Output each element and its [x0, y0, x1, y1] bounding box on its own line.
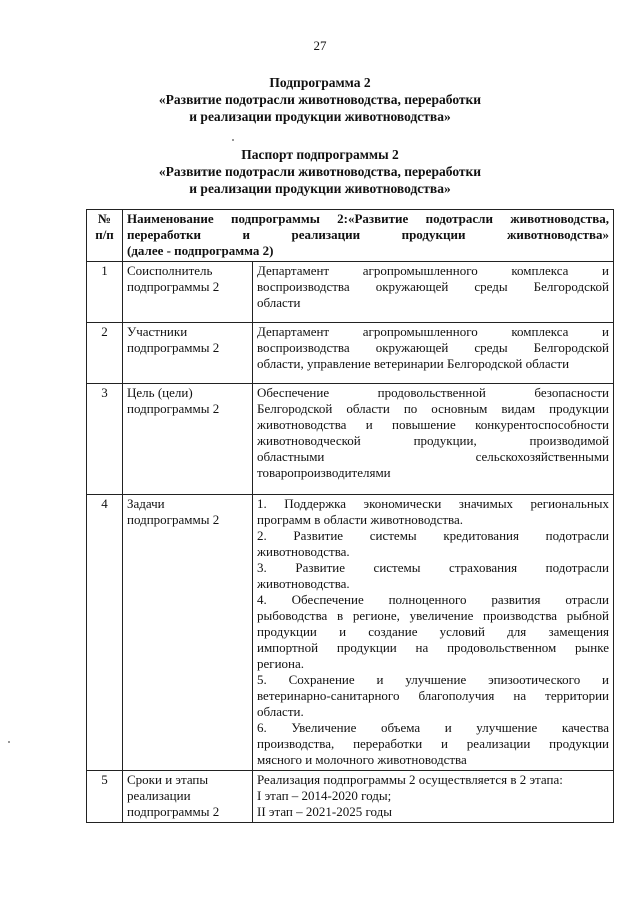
- row-content-line: Департамент агропромышленного комплекса и: [257, 324, 610, 339]
- row-content-line: животноводства.: [257, 576, 350, 591]
- row-content-line: животноводческой продукции, производимой: [257, 433, 610, 448]
- row-label: Участники подпрограммы 2: [123, 323, 253, 384]
- row-content-line: области: [257, 295, 301, 310]
- row-content-line: II этап – 2021-2025 годы: [257, 804, 392, 819]
- subprogram-heading-line-2: «Развитие подотрасли животноводства, переработки: [158, 92, 482, 107]
- row-content-line: 3. Развитие системы страхования подотрасли: [257, 560, 610, 575]
- table-row: [87, 495, 614, 771]
- header-title-cell: [123, 210, 614, 262]
- row-number: 3: [87, 384, 123, 495]
- passport-heading-line-1: Паспорт подпрограммы 2: [241, 147, 399, 162]
- passport-heading-line-3: и реализации продукции животноводства»: [189, 181, 451, 196]
- row-content-line: Департамент агропромышленного комплекса и: [257, 263, 610, 278]
- table-row: [87, 384, 614, 495]
- row-content-line: импортной продукции на продовольственном рынке: [257, 640, 610, 655]
- row-content-line: I этап – 2014-2020 годы;: [257, 788, 392, 803]
- table-header-row: [87, 210, 614, 262]
- passport-heading: [0, 146, 640, 197]
- row-content-line: 5. Сохранение и улучшение эпизоотического и: [257, 672, 610, 687]
- row-content-line: 4. Обеспечение полноценного развития отрасли: [257, 592, 610, 607]
- header-title-line-1: Наименование подпрограммы 2:«Развитие подотрасли животноводства,: [127, 211, 610, 226]
- subprogram-heading-line-3: и реализации продукции животноводства»: [189, 109, 451, 124]
- row-content-line: 6. Увеличение объема и улучшение качества: [257, 720, 610, 735]
- row-content: [253, 384, 614, 495]
- row-content-line: товаропроизводителями: [257, 465, 391, 480]
- row-content-line: областными сельскохозяйственными: [257, 449, 610, 464]
- row-content-line: Обеспечение продовольственной безопасности: [257, 385, 610, 400]
- header-title-line-2: переработки и реализации продукции животноводства»: [127, 227, 610, 242]
- row-number: 4: [87, 495, 123, 771]
- row-content-line: области.: [257, 704, 304, 719]
- row-number: 2: [87, 323, 123, 384]
- table-row: [87, 262, 614, 323]
- row-label: Сроки и этапы реализации подпрограммы 2: [123, 771, 253, 823]
- row-number: 1: [87, 262, 123, 323]
- row-content-line: воспроизводства окружающей среды Белгородской: [257, 340, 610, 355]
- scan-speck: [8, 741, 10, 743]
- page-number: 27: [313, 38, 327, 53]
- subprogram-heading-line-1: Подпрограмма 2: [269, 75, 371, 90]
- row-content-line: 2. Развитие системы кредитования подотрасли: [257, 528, 610, 543]
- row-content-line: Белгородской области по основным видам продукции: [257, 401, 610, 416]
- row-content-line: животноводства и повышение конкурентоспособности: [257, 417, 610, 432]
- row-content-line: области, управление ветеринарии Белгородской области: [257, 356, 570, 371]
- row-content-line: ветеринарно-санитарного благополучия на территории: [257, 688, 610, 703]
- row-label: Цель (цели) подпрограммы 2: [123, 384, 253, 495]
- row-content-line: 1. Поддержка экономически значимых региональных: [257, 496, 610, 511]
- row-content: [253, 323, 614, 384]
- subprogram-heading: [0, 74, 640, 125]
- row-label: Задачи подпрограммы 2: [123, 495, 253, 771]
- row-content-line: воспроизводства окружающей среды Белгородской: [257, 279, 610, 294]
- row-content-line: программ в области животноводства.: [257, 512, 464, 527]
- row-content-line: Реализация подпрограммы 2 осуществляется в 2 этапа:: [257, 772, 563, 787]
- row-content: [253, 495, 614, 771]
- table-row: [87, 323, 614, 384]
- row-content-line: мясного и молочного животноводства: [257, 752, 467, 767]
- row-content-line: производства, переработки и реализации продукции: [257, 736, 610, 751]
- row-content-line: региона.: [257, 656, 305, 671]
- row-content-line: рыбоводства в регионе, увеличение производства рыбной: [257, 608, 610, 623]
- row-content: [253, 771, 614, 823]
- header-number-cell: [87, 210, 123, 262]
- row-label: Соисполнитель подпрограммы 2: [123, 262, 253, 323]
- row-content-line: продукции и создание условий для замещения: [257, 624, 610, 639]
- header-title-line-3: (далее - подпрограмма 2): [127, 243, 274, 258]
- header-number-label: № п/п: [95, 211, 114, 242]
- row-content-line: животноводства.: [257, 544, 350, 559]
- scan-speck: [232, 139, 234, 141]
- row-content: [253, 262, 614, 323]
- passport-heading-line-2: «Развитие подотрасли животноводства, переработки: [158, 164, 482, 179]
- table-row: [87, 771, 614, 823]
- passport-table: [86, 209, 614, 823]
- row-number: 5: [87, 771, 123, 823]
